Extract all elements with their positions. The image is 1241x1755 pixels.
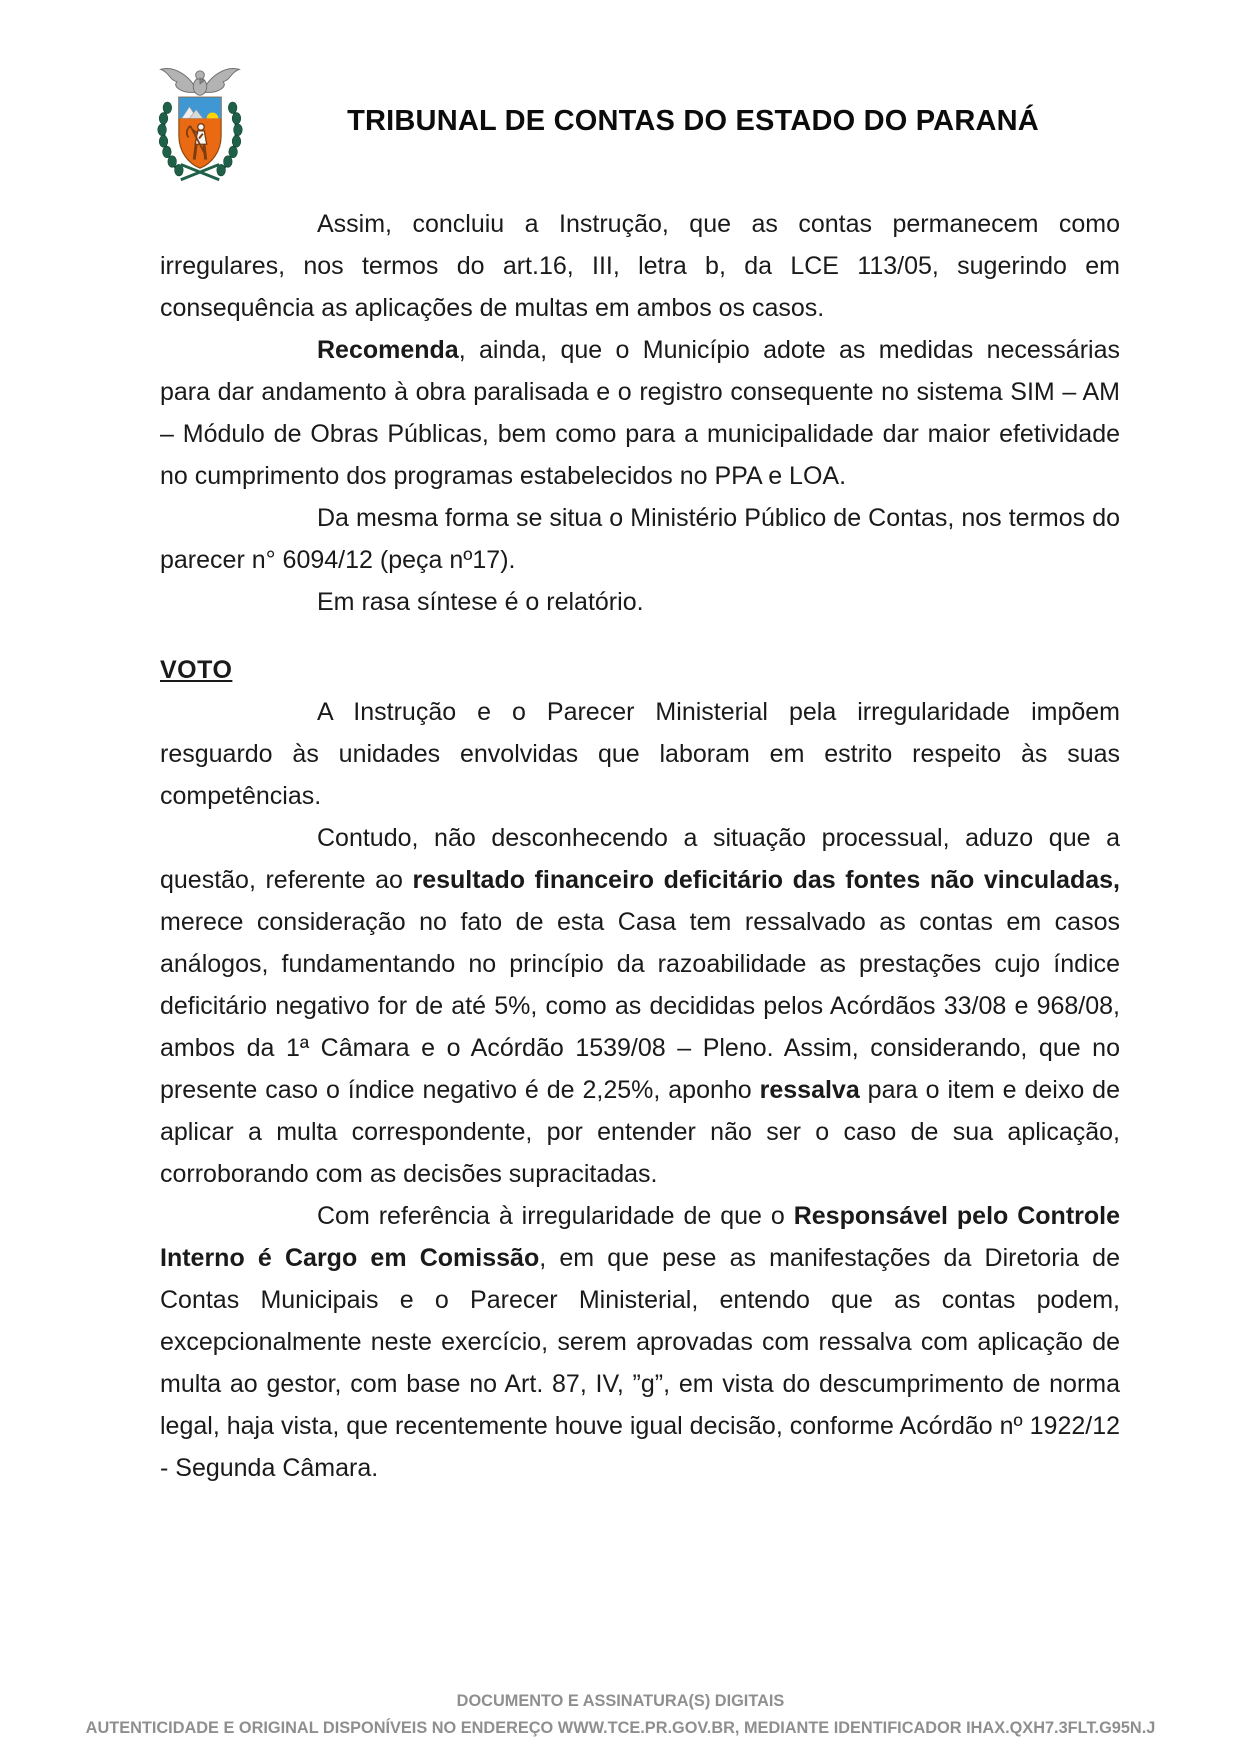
footer-digital-signature-note: DOCUMENTO E ASSINATURA(S) DIGITAIS [456, 1691, 785, 1710]
para-recomendacao [160, 329, 1120, 497]
para-sintese-relatorio [160, 581, 1120, 623]
para-resultado-financeiro [160, 817, 1120, 1195]
para-controle-interno [160, 1195, 1120, 1489]
text-segment: , ainda, que o Município adote as medidas necessárias para dar andamento à obra paralisada e o registro consequente no sistema SIM – AM – Módulo de Obras Públicas, bem como para a municipalidade dar maior efetividade no cumprimento dos programas estabelecidos no PPA e LOA. [160, 336, 1120, 490]
text-segment: para o item e deixo de aplicar a multa correspondente, por entender não ser o caso de sua aplicação, corroborando com as decisões supracitadas. [160, 1076, 1120, 1188]
para-ministerio-publico [160, 497, 1120, 581]
voto-heading [160, 649, 1120, 691]
text-segment: A Instrução e o Parecer Ministerial pela irregularidade impõem resguardo às unidades envolvidas que laboram em estrito respeito às suas competências. [160, 698, 1120, 810]
bold-text-segment: VOTO [160, 656, 233, 684]
bold-text-segment: Recomenda [317, 336, 459, 364]
text-segment: , em que pese as manifestações da Diretoria de Contas Municipais e o Parecer Ministerial, entendo que as contas podem, excepcionalmente neste exercício, serem aprovadas com ressalva com aplicação de multa ao gestor, com base no Art. 87, IV, ”g”, em vista do descumprimento de norma legal, haja vista, que recentemente houve igual decisão, conforme Acórdão nº 1922/12 - Segunda Câmara. [160, 1244, 1120, 1482]
bold-text-segment: Responsável pelo Controle Interno é Cargo em Comissão [160, 1202, 1120, 1272]
institution-title: TRIBUNAL DE CONTAS DO ESTADO DO PARANÁ [347, 104, 1039, 137]
text-segment: merece consideração no fato de esta Casa tem ressalvado as contas em casos análogos, fundamentando no princípio da razoabilidade as prestações cujo índice deficitário negativo for de até 5%, como as decididas pelos Acórdãos 33/08 e 968/08, ambos da 1ª Câmara e o Acórdão 1539/08 – Pleno. Assim, considerando, que no presente caso o índice negativo é de 2,25%, aponho [160, 908, 1120, 1104]
text-segment: Com referência à irregularidade de que o [317, 1202, 794, 1230]
text-segment: Da mesma forma se situa o Ministério Público de Contas, nos termos do parecer n° 6094/12 (peça nº17). [160, 504, 1120, 574]
para-instrucao-conclusao [160, 203, 1120, 329]
footer-authenticity-note: AUTENTICIDADE E ORIGINAL DISPONÍVEIS NO ENDEREÇO WWW.TCE.PR.GOV.BR, MEDIANTE IDENTIFICADOR IHAX.QXH7.3FLT.G95N.J [85, 1718, 1156, 1737]
document-body [160, 203, 1120, 1489]
para-instrucao-parecer [160, 691, 1120, 817]
parana-coat-of-arms-icon [152, 62, 248, 190]
text-segment: Em rasa síntese é o relatório. [317, 588, 644, 616]
bold-text-segment: ressalva [759, 1076, 860, 1104]
bold-text-segment: resultado financeiro deficitário das fontes não vinculadas, [412, 866, 1120, 894]
text-segment: Contudo, não desconhecendo a situação processual, aduzo que a questão, referente ao [160, 824, 1120, 894]
document-footer [25, 1687, 1216, 1741]
document-header [152, 62, 1120, 190]
text-segment: Assim, concluiu a Instrução, que as contas permanecem como irregulares, nos termos do art.16, III, letra b, da LCE 113/05, sugerindo em consequência as aplicações de multas em ambos os casos. [160, 210, 1120, 322]
